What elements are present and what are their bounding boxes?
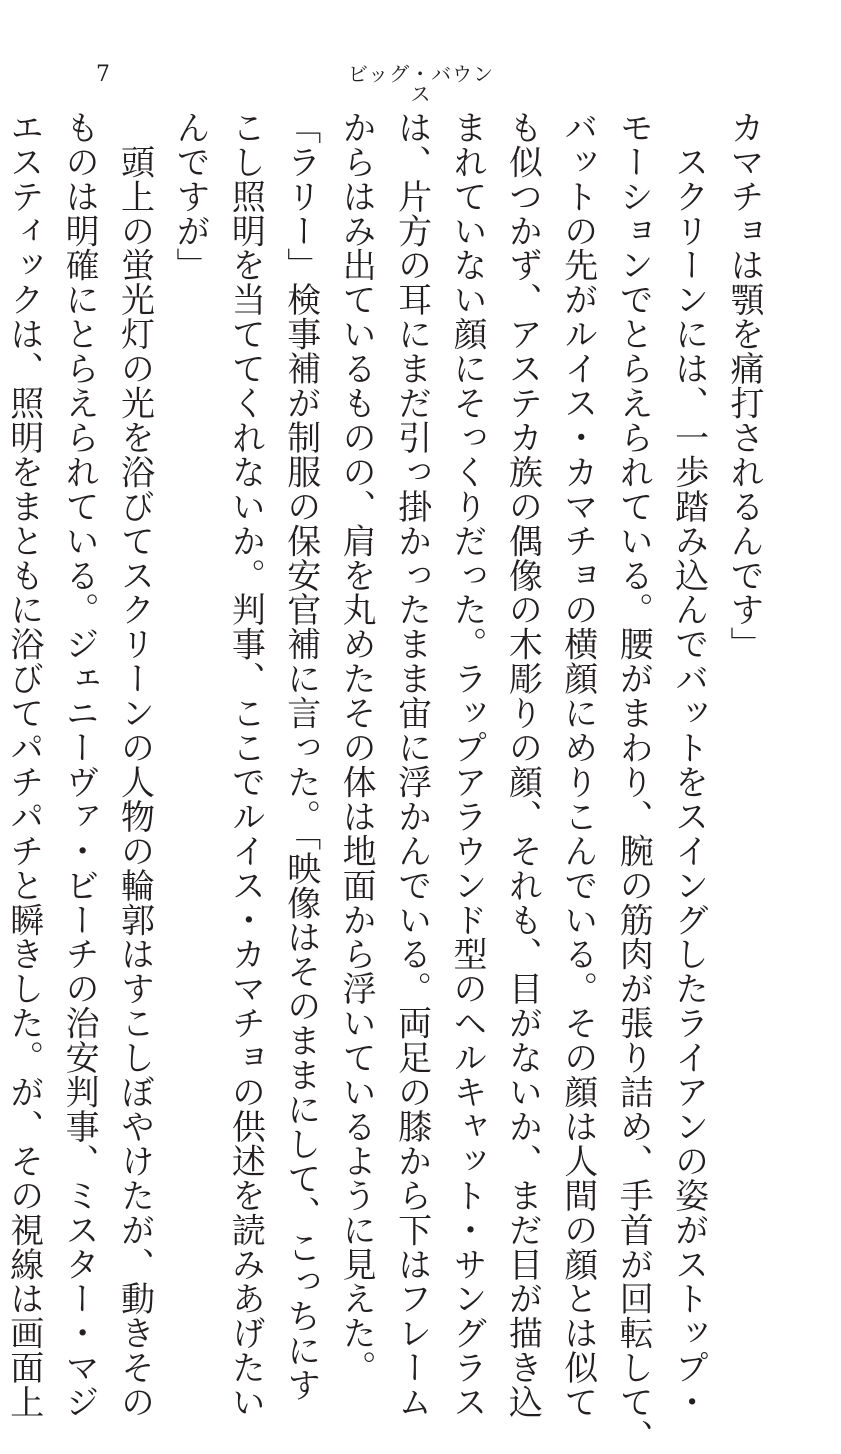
body-text	[3, 110, 771, 1454]
text-column: バットの先がルイス・カマチョの横顔にめりこんでいる。その顔は人間の顔とは似て	[557, 110, 598, 1420]
text-column: んですが」	[169, 110, 210, 283]
text-column: ものは明確にとらえられている。ジェニーヴァ・ビーチの治安判事、ミスター・マジ	[59, 110, 100, 1420]
text-column: は、片方の耳にまだ引っ掛かったまま宙に浮かんでいる。両足の膝から下はフレーム	[391, 110, 432, 1420]
text-column: 頭上の蛍光灯の光を浴びてスクリーンの人物の輪郭はすこしぼやけたが、動きその	[114, 110, 155, 1420]
text-column: からはみ出ているものの、肩を丸めたその体は地面から浮いているように見えた。	[336, 110, 377, 1385]
text-column: カマチョは顎を痛打されるんです」	[724, 110, 764, 662]
page-number: 7	[96, 62, 110, 87]
text-column: こし照明を当ててくれないか。判事、ここでルイス・カマチョの供述を読みあげたい	[225, 110, 266, 1420]
text-column: エスティックは、照明をまともに浴びてパチパチと瞬きした。が、その視線は画面上	[3, 110, 44, 1420]
text-column: スクリーンには、一歩踏み込んでバットをスイングしたライアンの姿がストップ・	[668, 110, 709, 1420]
running-title: ビッグ・バウンス	[347, 62, 495, 106]
text-column: 「ラリー」検事補が制服の保安官補に言った。「映像はそのままにして、こっちにす	[280, 110, 321, 1403]
text-column: モーションでとらえられている。腰がまわり、腕の筋肉が張り詰め、手首が回転して、	[613, 110, 654, 1454]
text-column: まれていない顔にそっくりだった。ラップアラウンド型のヘルキャット・サングラス	[446, 110, 487, 1420]
text-column: も似つかず、アステカ族の偶像の木彫りの顔、それも、目がないか、まだ目が描き込	[502, 110, 543, 1420]
